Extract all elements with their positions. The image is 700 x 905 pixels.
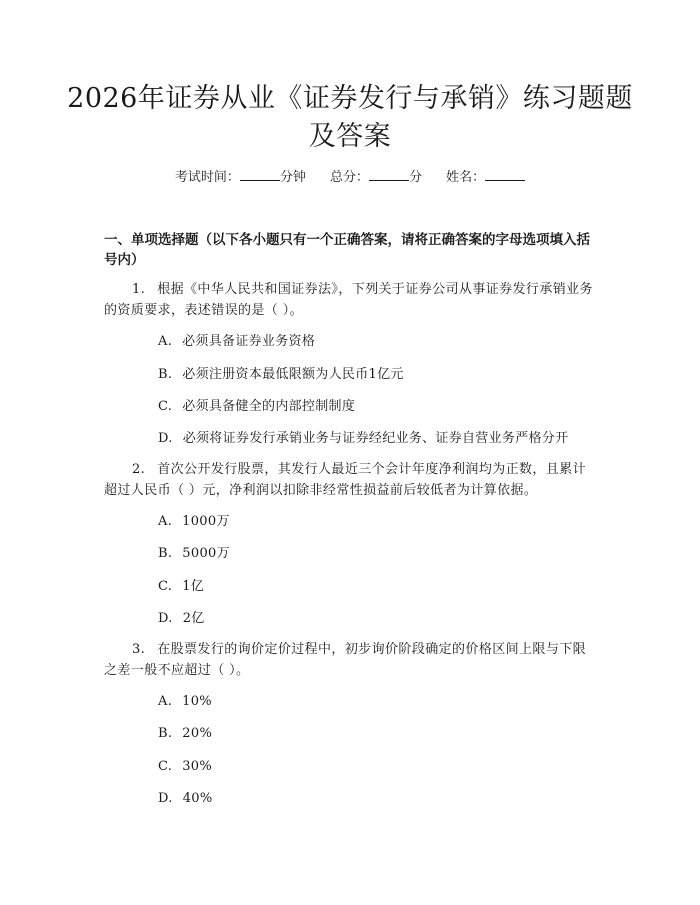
option-key: C.	[158, 759, 173, 774]
question-2-option-d[interactable]	[158, 609, 205, 629]
question-number: 3.	[132, 642, 146, 657]
option-text: 必须具备证券业务资格	[182, 334, 316, 349]
option-text: 1亿	[182, 579, 205, 594]
score-blank[interactable]	[369, 167, 409, 181]
exam-time	[175, 170, 310, 185]
option-text: 5000万	[182, 546, 230, 561]
option-key: A.	[158, 514, 173, 529]
option-key: B.	[158, 546, 173, 561]
option-text: 20%	[182, 726, 213, 741]
time-label: 考试时间：	[174, 170, 240, 185]
score-label: 总分：	[329, 170, 369, 185]
name-label: 姓名：	[446, 170, 486, 185]
option-text: 1000万	[182, 514, 230, 529]
exam-name	[446, 170, 525, 185]
option-text: 40%	[182, 791, 213, 806]
exam-score	[330, 170, 426, 185]
question-2-option-a[interactable]	[158, 512, 230, 532]
question-3-option-d[interactable]	[158, 789, 213, 809]
page-title: 2026年证券从业《证券发行与承销》练习题题及答案	[67, 83, 633, 152]
question-number: 2.	[132, 462, 146, 477]
option-text: 30%	[182, 759, 213, 774]
question-1-option-c[interactable]	[158, 397, 355, 417]
option-key: D.	[158, 431, 173, 446]
option-text: 10%	[182, 694, 212, 709]
question-3	[104, 639, 596, 681]
section-heading: 一、单项选择题（以下各小题只有一个正确答案，请将正确答案的字母选项填入括号内）	[104, 232, 590, 268]
score-unit: 分	[409, 170, 423, 185]
question-3-option-b[interactable]	[158, 724, 212, 744]
question-2-option-c[interactable]	[158, 577, 204, 597]
question-3-option-a[interactable]	[158, 692, 212, 712]
question-1-option-b[interactable]	[158, 365, 404, 385]
option-text: 必须注册资本最低限额为人民币1亿元	[182, 367, 404, 382]
time-unit: 分钟	[279, 170, 306, 185]
question-text: 首次公开发行股票，其发行人最近三个会计年度净利润均为正数，且累计超过人民币（ ）元，净利润以扣除非经常性损益前后较低者为计算依据。	[104, 462, 587, 498]
option-key: A.	[158, 334, 173, 349]
option-text: 必须将证券发行承销业务与证券经纪业务、证券自营业务严格分开	[182, 431, 569, 446]
name-blank[interactable]	[485, 167, 525, 181]
question-1-option-a[interactable]	[158, 332, 315, 352]
question-2	[104, 459, 596, 501]
exam-meta	[0, 167, 700, 188]
time-blank[interactable]	[240, 167, 280, 181]
option-text: 必须具备健全的内部控制制度	[182, 399, 356, 414]
option-key: D.	[158, 611, 173, 626]
option-text: 2亿	[182, 611, 205, 626]
option-key: A.	[158, 694, 173, 709]
question-2-option-b[interactable]	[158, 544, 230, 564]
question-1-option-d[interactable]	[158, 429, 568, 449]
question-text: 根据《中华人民共和国证券法》，下列关于证券公司从事证券发行承销业务的资质要求，表述错误的是（ ）。	[104, 282, 593, 318]
option-key: B.	[158, 726, 173, 741]
question-1	[104, 279, 596, 321]
option-key: D.	[158, 791, 173, 806]
question-text: 在股票发行的询价定价过程中，初步询价阶段确定的价格区间上限与下限之差一般不应超过（ ）。	[104, 642, 587, 678]
option-key: B.	[158, 367, 173, 382]
option-key: C.	[158, 579, 173, 594]
question-3-option-c[interactable]	[158, 757, 212, 777]
question-number: 1.	[132, 282, 146, 297]
option-key: C.	[158, 399, 173, 414]
